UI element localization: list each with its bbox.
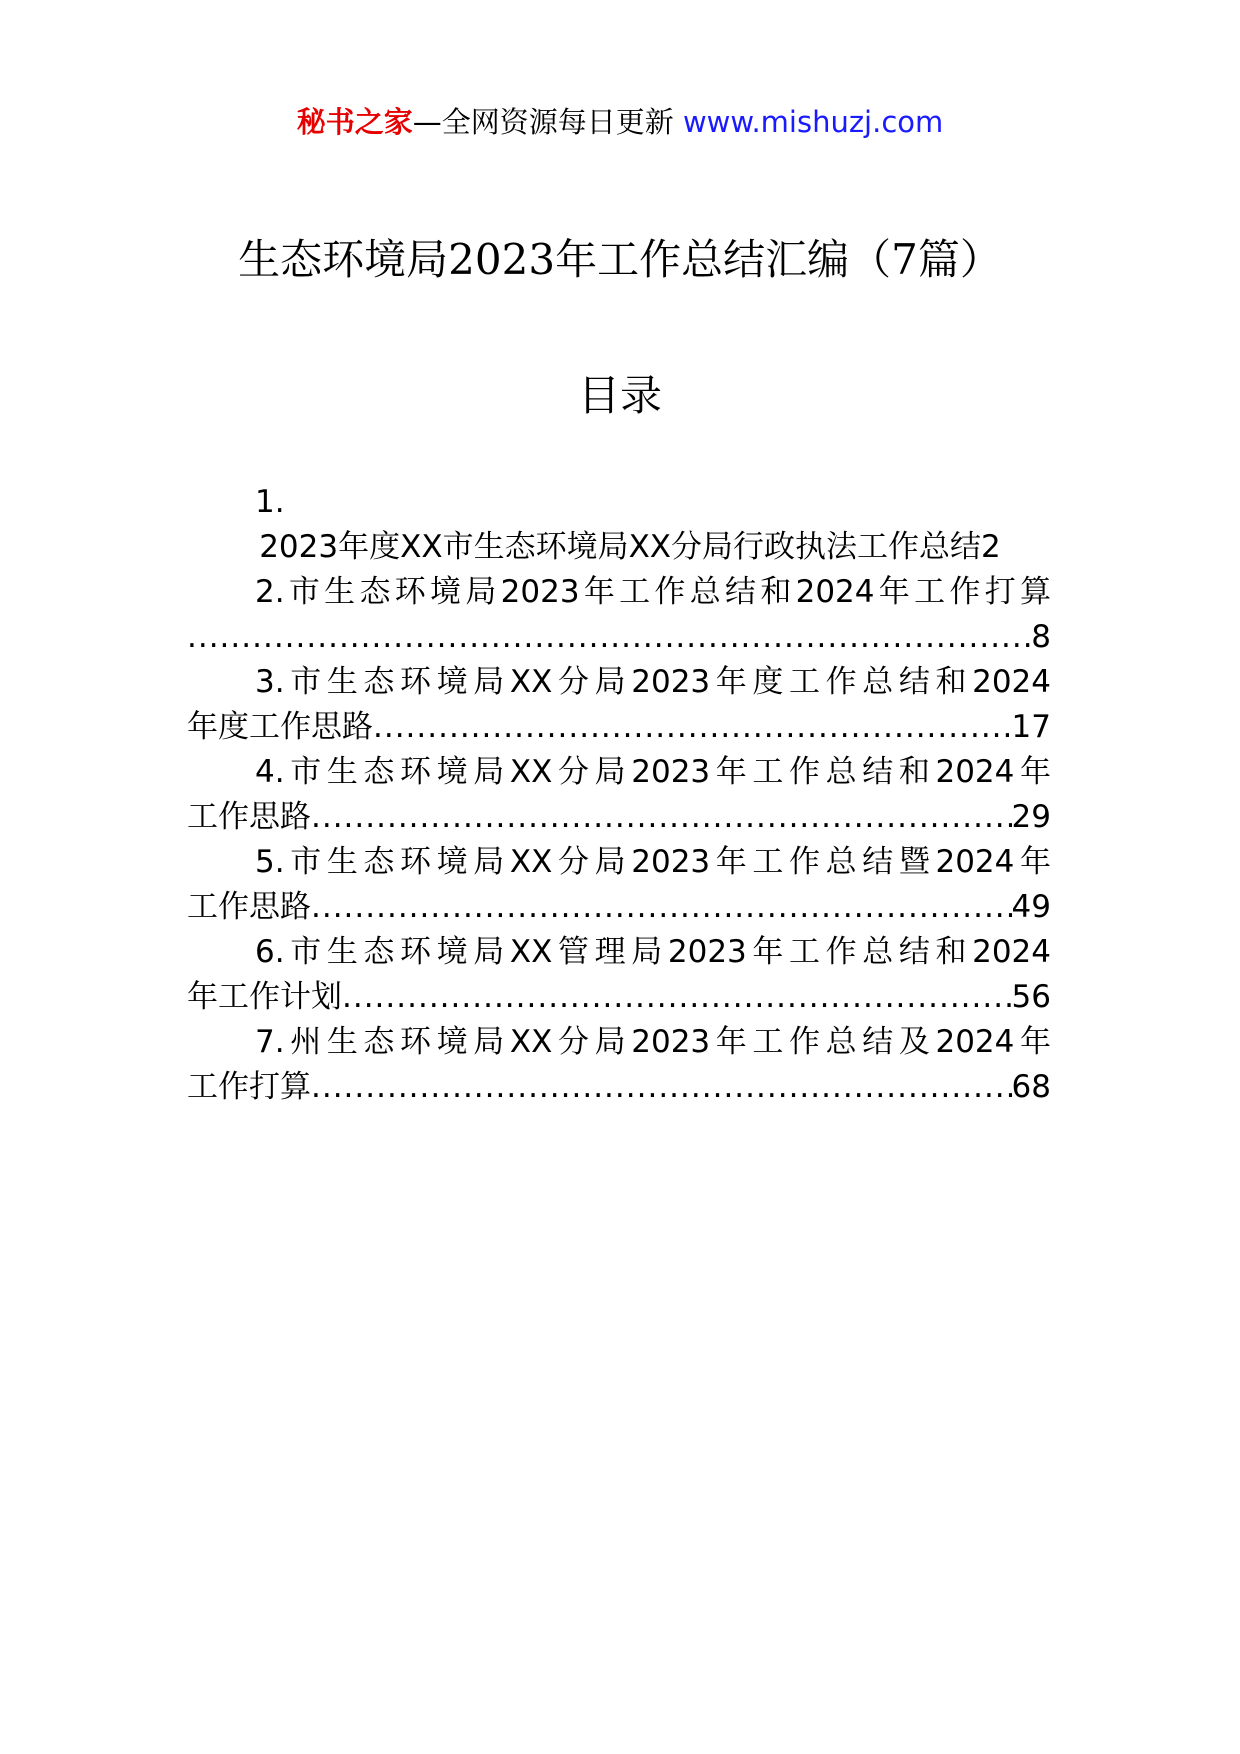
table-of-contents [187,480,1051,1110]
toc-entry-title-cont: 工作思路 [187,799,311,835]
toc-entry-page: 17 [1011,709,1051,745]
toc-entry-title: 3.市生态环境局XX分局2023年度工作总结和2024 [255,664,1051,700]
toc-heading: 目录 [577,371,662,420]
title-count: 7 [891,235,918,284]
toc-entry-2[interactable] [187,570,1051,660]
toc-entry-title: 2.市生态环境局2023年工作总结和2024年工作打算 [255,574,1051,610]
toc-entry-title: 5.市生态环境局XX分局2023年工作总结暨2024年 [255,844,1051,880]
toc-entry-6[interactable] [187,930,1051,1020]
brand-name: 秘书之家 [296,105,413,139]
dot-leader [311,1065,1012,1110]
toc-entry-page: 49 [1011,889,1051,925]
toc-entry-page: 29 [1011,799,1051,835]
toc-entry-page: 2 [981,529,1001,565]
toc-entry-4[interactable] [187,750,1051,840]
dot-leader [373,705,1012,750]
document-title [0,230,1240,290]
toc-entry-number: 1. [255,484,285,520]
toc-entry-page: 56 [1011,979,1051,1015]
toc-entry-1[interactable] [187,480,1051,570]
dot-leader [311,795,1012,840]
toc-entry-7[interactable] [187,1020,1051,1110]
toc-entry-5[interactable] [187,840,1051,930]
site-url-link[interactable]: www.mishuzj.com [682,105,944,139]
dot-leader [342,975,1012,1020]
toc-entry-title-cont: 年工作计划 [187,979,342,1015]
site-header [0,102,1240,142]
toc-entry-page: 68 [1011,1069,1051,1105]
dot-leader [187,615,1031,660]
toc-entry-title: 7.州生态环境局XX分局2023年工作总结及2024年 [255,1024,1051,1060]
title-suffix: 篇） [917,235,1002,284]
toc-entry-title-cont: 年度工作思路 [187,709,373,745]
toc-entry-page: 8 [1031,619,1051,655]
dot-leader [311,885,1012,930]
toc-entry-title: 2023年度XX市生态环境局XX分局行政执法工作总结 [259,529,982,565]
toc-entry-title-cont: 工作打算 [187,1069,311,1105]
toc-entry-title: 6.市生态环境局XX管理局2023年工作总结和2024 [255,934,1051,970]
toc-entry-3[interactable] [187,660,1051,750]
title-year: 2023 [448,235,556,284]
header-slogan: —全网资源每日更新 [412,105,674,139]
title-prefix: 生态环境局 [238,235,449,284]
toc-entry-title: 4.市生态环境局XX分局2023年工作总结和2024年 [255,754,1051,790]
title-middle: 年工作总结汇编（ [555,235,892,284]
toc-entry-title-cont: 工作思路 [187,889,311,925]
